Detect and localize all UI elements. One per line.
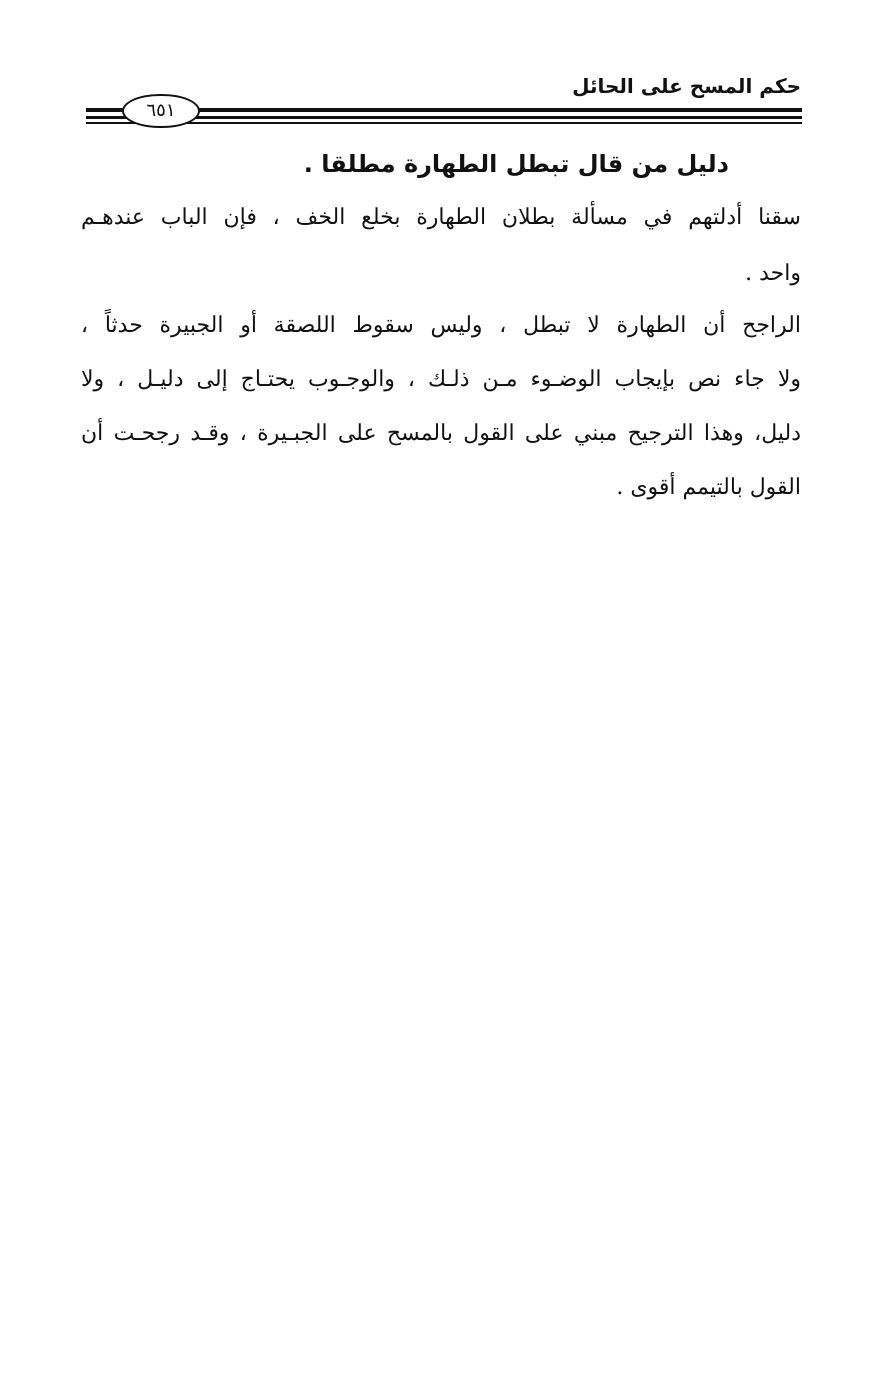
paragraph-2-line-3: دليل، وهذا الترجيح مبني على القول بالمسح على الجبـيرة ، وقـد رجحـت أن	[81, 421, 801, 446]
paragraph-2-line-2: ولا جاء نص بإيجاب الوضـوء مـن ذلـك ، والوجـوب يحتـاج إلى دليـل ، ولا	[81, 367, 801, 392]
paragraph-2-line-1: الراجح أن الطهارة لا تبطل ، وليس سقوط اللصقة أو الجبيرة حدثاً ،	[81, 313, 801, 338]
section-heading: دليل من قال تبطل الطهارة مطلقا .	[303, 150, 729, 178]
page-number-badge: ٦٥١	[122, 94, 200, 128]
paragraph-1-line-1: سقنا أدلتهم في مسألة بطلان الطهارة بخلع الخف ، فإن الباب عندهـم	[81, 205, 801, 230]
running-header-title: حكم المسح على الحائل	[572, 74, 801, 98]
paragraph-1-line-2: واحد .	[745, 261, 801, 286]
header-rule-thin	[86, 122, 802, 124]
paragraph-2-line-4: القول بالتيمم أقوى .	[616, 475, 801, 500]
